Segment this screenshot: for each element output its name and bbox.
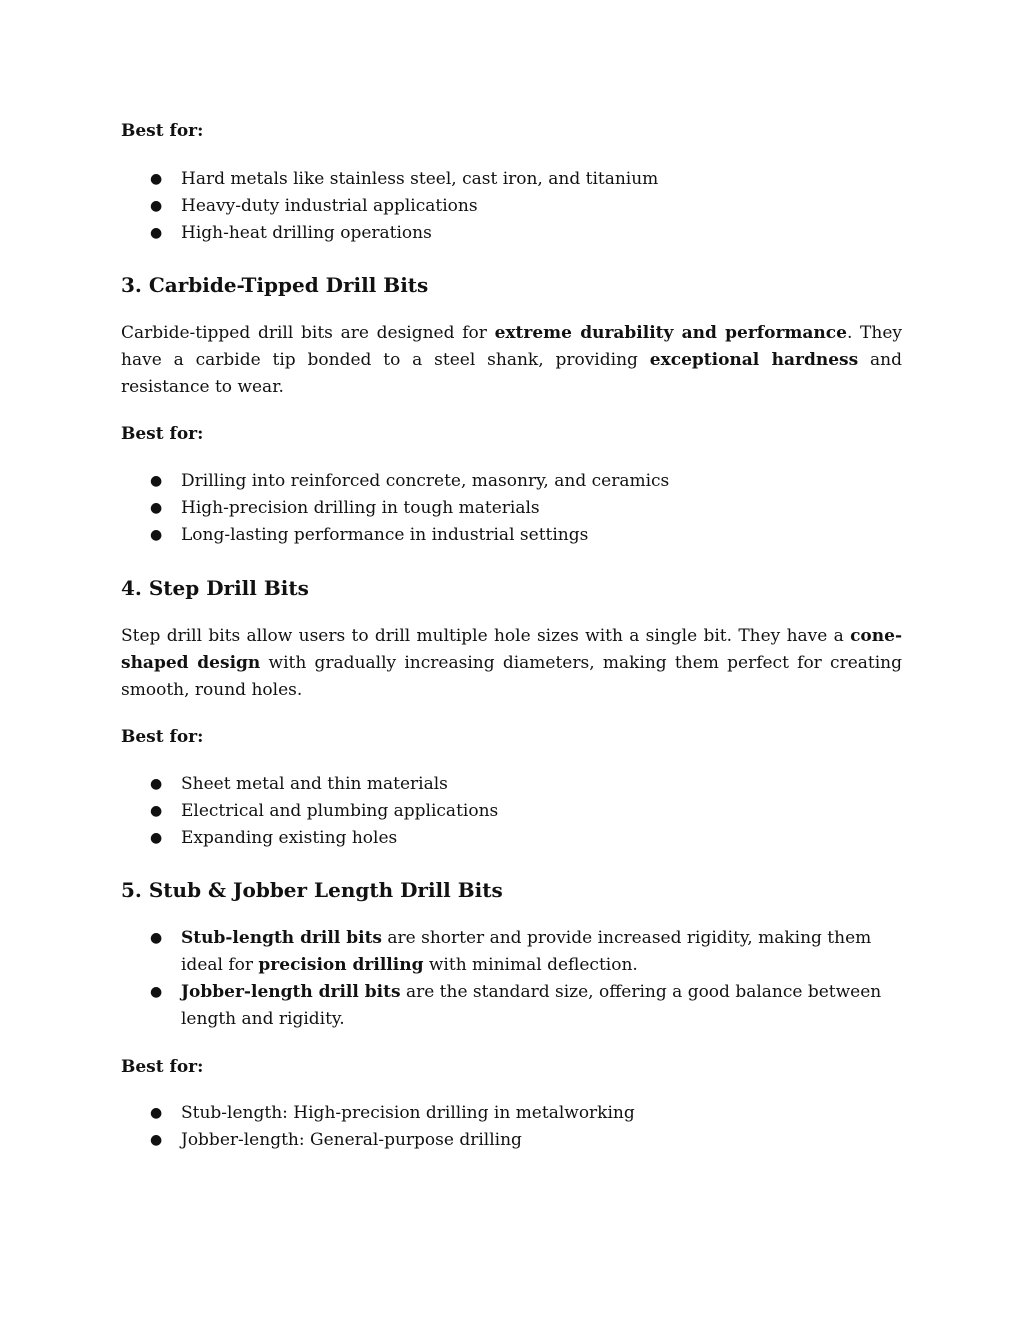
best-for-label: Best for: [121,121,204,141]
best-for-label: Best for: [121,1057,204,1077]
bullet-icon: ● [150,803,163,819]
best-for-list [121,468,902,549]
bullet-icon: ● [150,527,163,543]
list-item: ● Long-lasting performance in industrial settings [121,522,902,549]
section-paragraph: Carbide-tipped drill bits are designed for extreme durability and performance. They have a carbide tip bonded to a steel shank, providing exceptional hardness and resistance to wear. [121,323,903,397]
list-item: ● Jobber-length: General-purpose drilling [121,1127,902,1154]
list-item: ● Expanding existing holes [121,825,902,852]
best-for-label: Best for: [121,727,204,747]
bullet-icon: ● [150,225,163,241]
best-for-list [121,166,902,247]
list-item: ● Hard metals like stainless steel, cast iron, and titanium [121,166,902,193]
definition-list [121,925,902,1033]
bullet-icon: ● [150,473,163,489]
bullet-icon: ● [150,198,163,214]
best-for-list [121,1100,902,1154]
section-heading: 5. Stub & Jobber Length Drill Bits [121,878,503,902]
list-item: ● Jobber-length drill bits are the standard size, offering a good balance between length and rigidity. [121,979,902,1033]
best-for-list [121,771,902,852]
list-item: ● High-heat drilling operations [121,220,902,247]
list-item: ● High-precision drilling in tough materials [121,495,902,522]
section-heading: 3. Carbide-Tipped Drill Bits [121,273,429,297]
bullet-icon: ● [150,776,163,792]
bullet-icon: ● [150,930,163,946]
bullet-icon: ● [150,1105,163,1121]
list-item: ● Stub-length: High-precision drilling in metalworking [121,1100,902,1127]
list-item: ● Stub-length drill bits are shorter and provide increased rigidity, making them ideal for precision drilling with minimal deflection. [121,925,902,979]
list-item: ● Heavy-duty industrial applications [121,193,902,220]
bullet-icon: ● [150,500,163,516]
bullet-icon: ● [150,984,163,1000]
best-for-label: Best for: [121,424,204,444]
bullet-icon: ● [150,171,163,187]
bullet-icon: ● [150,1132,163,1148]
bullet-icon: ● [150,830,163,846]
list-item: ● Electrical and plumbing applications [121,798,902,825]
section-paragraph: Step drill bits allow users to drill multiple hole sizes with a single bit. They have a cone-shaped design with gradually increasing diameters, making them perfect for creating smooth, round holes. [121,626,902,700]
list-item: ● Sheet metal and thin materials [121,771,902,798]
section-heading: 4. Step Drill Bits [121,576,309,600]
list-item: ● Drilling into reinforced concrete, masonry, and ceramics [121,468,902,495]
